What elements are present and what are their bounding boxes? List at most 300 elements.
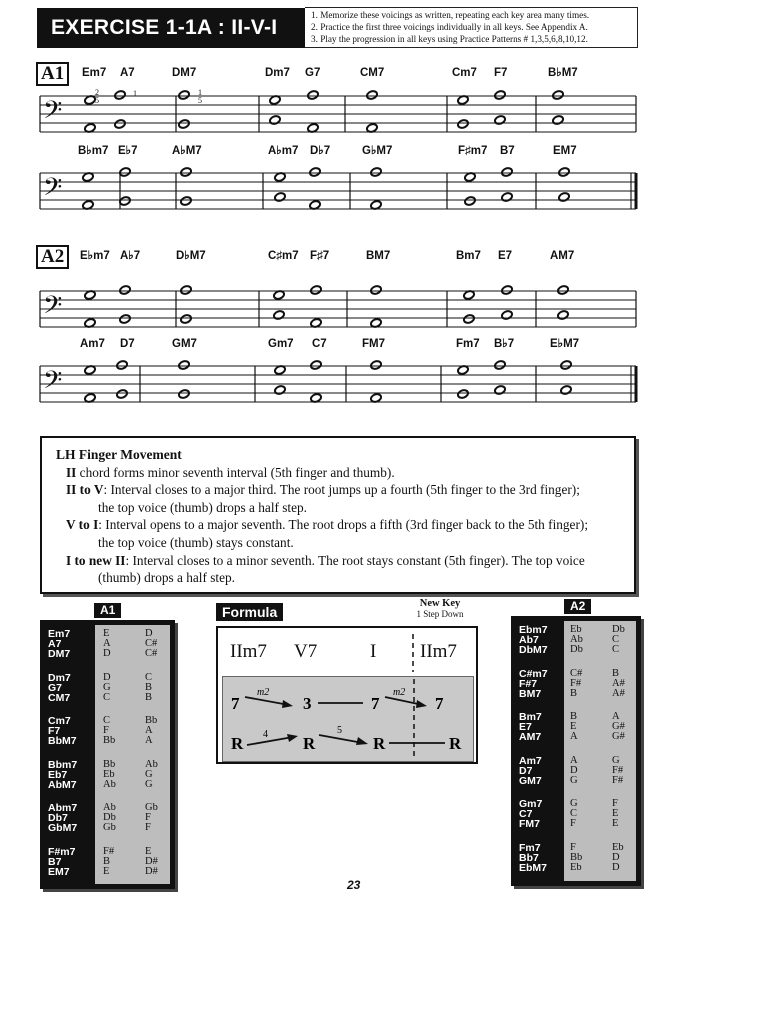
voicing-note: A#: [612, 687, 625, 699]
voicing-chord-name: Bm7: [519, 711, 542, 723]
note-head: [119, 167, 131, 177]
note-head: [560, 360, 572, 370]
voicing-chord-name: AM7: [519, 731, 542, 743]
note-head: [178, 119, 190, 129]
formula-tag: Formula: [216, 603, 283, 621]
formula-voice-lines: [222, 676, 474, 762]
voicing-note: Ab: [570, 634, 583, 645]
voicing-note: E: [570, 721, 577, 732]
voicing-chord-name: D7: [519, 764, 533, 777]
voicing-note: D: [145, 628, 153, 639]
voicing-chord-name: CM7: [48, 691, 71, 704]
voicing-note: D: [612, 851, 620, 863]
note-spacer: [312, 178, 318, 199]
note-spacer: [277, 376, 283, 384]
voicing-note: A#: [612, 677, 625, 689]
chord-symbol: D♭M7: [176, 250, 206, 262]
chord-symbol: Fm7: [456, 338, 480, 350]
voicing-note: F#: [103, 845, 115, 857]
voicing-table-a2-notes: [564, 621, 636, 881]
chord-symbol: G7: [305, 67, 321, 79]
voicing-note: B: [570, 711, 578, 722]
note-head: [560, 385, 572, 395]
voicing-low-notes: [103, 803, 116, 833]
note-head: [116, 360, 128, 370]
voicing-note: Eb: [103, 768, 115, 780]
chord-symbol: E♭7: [118, 145, 138, 157]
voicing-chord-name: F#7: [519, 677, 538, 690]
voicing-table-a2: [511, 616, 641, 886]
bass-clef-icon: 𝄢: [43, 96, 63, 131]
voicing-note: G#: [612, 721, 625, 732]
instruction-2: 2. Practice the first three voicings individually in all keys. See Appendix A.: [311, 22, 588, 32]
note-spacer: [504, 296, 510, 309]
chord-symbol: CM7: [360, 67, 385, 79]
chord-symbol: DM7: [172, 67, 197, 79]
voicing-note: F: [103, 725, 109, 736]
voicing-note: Gb: [103, 822, 116, 833]
voicing-note: Eb: [570, 861, 582, 873]
voicing-note: D#: [145, 865, 158, 877]
finger-line-3-cont: the top voice (thumb) stays constant.: [98, 534, 294, 550]
voicing-low-notes: [570, 625, 583, 655]
chord-symbol: Dm7: [265, 67, 290, 79]
bass-clef-icon: 𝄢: [43, 291, 63, 326]
table-a2-tag: A2: [564, 599, 591, 614]
voicing-chord-names: [519, 756, 542, 786]
formula-chord-row: [218, 628, 476, 674]
voicing-high-notes: [612, 756, 623, 786]
voicing-note: B: [612, 667, 620, 679]
voicing-chord-name: Dm7: [48, 671, 71, 684]
formula-row2-rc: R: [373, 734, 386, 753]
chord-symbol: AM7: [550, 250, 575, 262]
voicing-note: F: [570, 841, 576, 853]
note-head: [558, 192, 570, 202]
note-spacer: [466, 301, 472, 313]
chord-symbol: A♭M7: [172, 145, 202, 157]
note-head: [501, 285, 513, 295]
voicing-note: Ab: [103, 778, 116, 790]
note-head: [119, 314, 131, 324]
voicing-chord-name: C7: [519, 808, 533, 820]
voicing-note: Ab: [103, 802, 116, 813]
voicing-note: G: [570, 798, 578, 809]
section-label-a2: A2: [36, 245, 69, 269]
voicing-chord-name: EbM7: [519, 861, 548, 874]
voicing-chord-names: [519, 799, 542, 829]
voicing-note: E: [103, 628, 110, 639]
formula-interval-m2-b: m2: [393, 687, 406, 698]
note-spacer: [277, 183, 283, 191]
voicing-note: G#: [612, 731, 625, 742]
note-spacer: [119, 371, 125, 388]
voicing-note: E: [612, 818, 619, 829]
voicing-note: C#: [570, 667, 583, 679]
chord-symbol: F♯m7: [458, 145, 488, 157]
voicing-note: Bb: [570, 851, 583, 863]
formula-arrows: [223, 677, 473, 761]
voicing-chord-names: [519, 843, 547, 873]
voicing-chord-name: GM7: [519, 774, 542, 787]
voicing-chord-name: Fm7: [519, 841, 541, 854]
chord-symbol: A7: [120, 67, 135, 79]
voicing-note: C#: [145, 638, 158, 649]
voicing-chord-name: E7: [519, 721, 532, 733]
note-head: [310, 285, 322, 295]
note-head: [552, 90, 564, 100]
voicing-note: E: [145, 845, 152, 857]
voicing-note: C: [145, 671, 153, 683]
note-head: [494, 90, 506, 100]
voicing-table-a1: [40, 620, 175, 889]
note-head: [114, 119, 126, 129]
voicing-chord-name: G7: [48, 681, 63, 694]
formula-row2-rb: R: [303, 734, 316, 753]
note-head: [119, 196, 131, 206]
voicing-note: G: [103, 681, 111, 693]
voicing-chord-name: Ebm7: [519, 624, 548, 636]
voicing-chord-name: F7: [48, 725, 61, 737]
voicing-chord-name: Abm7: [48, 802, 78, 814]
voicing-note: Bb: [103, 735, 116, 746]
note-spacer: [313, 371, 319, 392]
voicing-low-notes: [570, 843, 582, 873]
chord-symbol: D7: [120, 338, 135, 350]
voicing-high-notes: [145, 629, 157, 659]
voicing-high-notes: [145, 760, 158, 790]
finger-movement-title: LH Finger Movement: [56, 447, 182, 462]
note-head: [501, 167, 513, 177]
voicing-chord-names: [48, 629, 70, 659]
voicing-note: A: [570, 754, 578, 766]
chord-symbol: B♭M7: [548, 67, 578, 79]
voicing-chord-name: EM7: [48, 865, 70, 878]
note-head: [269, 115, 281, 125]
voicing-note: E: [612, 808, 619, 819]
voicing-chord-names: [519, 712, 542, 742]
note-head: [180, 196, 192, 206]
note-head: [274, 192, 286, 202]
fingering-number: 5: [95, 96, 99, 105]
voicing-chord-name: Db7: [48, 812, 68, 824]
voicing-note: G: [570, 774, 578, 786]
voicing-chord-names: [519, 669, 548, 699]
instruction-1: 1. Memorize these voicings as written, repeating each key area many times.: [311, 10, 590, 20]
chord-symbol: B♭7: [494, 338, 515, 350]
note-head: [370, 285, 382, 295]
note-head: [552, 115, 564, 125]
new-key-label: [405, 599, 475, 619]
note-spacer: [497, 371, 503, 384]
formula-row1-3: 3: [303, 694, 312, 713]
fingering-number: 2: [95, 88, 99, 97]
voicing-note: D: [103, 671, 111, 683]
voicing-high-notes: [612, 669, 625, 699]
voicing-chord-names: [48, 803, 77, 833]
note-spacer: [460, 376, 466, 388]
voicing-note: F: [612, 798, 618, 809]
chord-symbol: E♭M7: [550, 338, 580, 350]
voicing-note: Ab: [145, 758, 158, 770]
voicing-chord-name: DbM7: [519, 644, 548, 656]
note-spacer: [117, 101, 123, 118]
section-label-a1: A1: [36, 62, 69, 86]
voicing-note: B: [570, 687, 578, 699]
note-spacer: [276, 301, 282, 309]
bass-clef-icon: 𝄢: [43, 366, 63, 401]
voicing-note: F: [145, 812, 151, 823]
instruction-3: 3. Play the progression in all keys using Practice Patterns # 1,3,5,6,8,10,12.: [311, 34, 588, 44]
chord-symbol: A♭7: [120, 250, 141, 262]
note-spacer: [122, 178, 128, 195]
voicing-table-a1-notes: [95, 625, 170, 884]
voicing-note: D: [612, 861, 620, 873]
chord-symbol: Bm7: [456, 250, 481, 262]
voicing-high-notes: [145, 716, 157, 746]
voicing-chord-names: [48, 760, 77, 790]
note-head: [557, 310, 569, 320]
voicing-table-a2-inner: [516, 621, 636, 881]
note-head: [178, 360, 190, 370]
formula-i: I: [370, 641, 377, 662]
voicing-note: C: [103, 715, 111, 726]
note-head: [557, 285, 569, 295]
note-head: [463, 314, 475, 324]
voicing-note: A: [103, 638, 111, 649]
finger-line-3: V to I: Interval opens to a major seventh. The root drops a fifth (3rd finger back to the 5th finger);: [66, 517, 589, 533]
voicing-note: Db: [103, 812, 116, 823]
formula-iim7: IIm7: [230, 641, 267, 662]
table-a1-tag: A1: [94, 603, 121, 618]
voicing-high-notes: [612, 712, 625, 742]
voicing-chord-name: Bb7: [519, 851, 539, 864]
voicing-chord-name: GbM7: [48, 822, 78, 834]
voicing-high-notes: [145, 673, 152, 703]
voicing-note: C: [612, 644, 620, 655]
chord-symbol: B7: [500, 145, 515, 157]
voicing-note: C: [103, 691, 111, 703]
voicing-chord-name: DM7: [48, 648, 71, 660]
voicing-note: Eb: [612, 841, 624, 853]
note-spacer: [313, 296, 319, 317]
voicing-high-notes: [612, 843, 624, 873]
note-head: [558, 167, 570, 177]
voicing-note: Db: [612, 624, 625, 635]
lh-finger-movement-box: [40, 436, 636, 594]
note-head: [501, 192, 513, 202]
voicing-table-a1-names: [45, 625, 95, 884]
voicing-chord-name: Eb7: [48, 768, 68, 781]
chord-symbol: F7: [494, 67, 508, 79]
voicing-low-notes: [103, 760, 116, 790]
voicing-note: A: [145, 725, 153, 736]
note-head: [119, 285, 131, 295]
formula-row2-rd: R: [449, 734, 462, 753]
voicing-high-notes: [145, 847, 158, 877]
note-head: [116, 389, 128, 399]
voicing-chord-name: B7: [48, 855, 62, 868]
note-head: [457, 119, 469, 129]
voicing-chord-name: Em7: [48, 628, 71, 640]
voicing-note: D: [570, 764, 578, 776]
voicing-note: C: [570, 808, 578, 819]
voicing-note: A: [145, 735, 153, 746]
note-head: [180, 285, 192, 295]
note-head: [180, 314, 192, 324]
voicing-chord-name: F#m7: [48, 845, 76, 858]
note-head: [457, 389, 469, 399]
note-head: [273, 310, 285, 320]
voicing-high-notes: [145, 803, 158, 833]
voicing-note: F: [145, 822, 151, 833]
note-spacer: [497, 101, 503, 114]
finger-line-1: II chord forms minor seventh interval (5th finger and thumb).: [66, 464, 395, 480]
note-spacer: [467, 183, 473, 195]
voicing-low-notes: [570, 712, 578, 742]
new-key-text: New Key: [419, 598, 461, 609]
note-head: [178, 389, 190, 399]
voicing-high-notes: [612, 799, 618, 829]
voicing-chord-name: Bbm7: [48, 758, 78, 771]
voicing-note: B: [103, 855, 111, 867]
note-spacer: [460, 106, 466, 118]
voicing-note: A: [612, 711, 620, 722]
note-head: [309, 167, 321, 177]
note-head: [494, 385, 506, 395]
formula-row1-7b: 7: [371, 694, 380, 713]
formula-interval-m2-a: m2: [257, 687, 270, 698]
chord-symbol: A♭m7: [268, 145, 299, 157]
chord-symbol: EM7: [553, 145, 577, 157]
voicing-chord-names: [519, 625, 548, 655]
fingering-number: 5: [198, 96, 202, 105]
note-head: [274, 385, 286, 395]
note-head: [370, 360, 382, 370]
note-head: [180, 167, 192, 177]
voicing-chord-name: C#m7: [519, 667, 548, 680]
voicing-note: E: [103, 865, 110, 877]
voicing-table-a1-inner: [45, 625, 170, 884]
voicing-note: G: [145, 778, 153, 790]
voicing-low-notes: [570, 669, 582, 699]
note-spacer: [122, 296, 128, 313]
formula-interval-4: 4: [263, 729, 268, 740]
voicing-low-notes: [570, 799, 578, 829]
voicing-chord-name: Am7: [519, 754, 542, 767]
voicing-note: Bb: [145, 715, 158, 726]
chord-symbol: Gm7: [268, 338, 294, 350]
exercise-title: EXERCISE 1-1A : II-V-I: [37, 8, 305, 48]
note-spacer: [504, 178, 510, 191]
chord-symbol: E7: [498, 250, 513, 262]
chord-symbol: GM7: [172, 338, 197, 350]
voicing-chord-names: [48, 847, 75, 877]
voicing-chord-name: Ab7: [519, 634, 539, 646]
voicing-chord-name: Cm7: [48, 715, 71, 727]
chord-symbol: Em7: [82, 67, 107, 79]
note-head: [310, 360, 322, 370]
voicing-note: D#: [145, 855, 158, 867]
note-spacer: [272, 106, 278, 114]
chord-symbol: B♭m7: [78, 145, 109, 157]
voicing-note: F: [570, 818, 576, 829]
note-spacer: [310, 101, 316, 122]
voicing-low-notes: [103, 629, 111, 659]
voicing-table-a2-names: [516, 621, 564, 881]
note-head: [464, 196, 476, 206]
finger-line-4: I to new II: Interval closes to a minor seventh. The root stays constant (5th finger). The top voice: [66, 552, 585, 568]
formula-interval-5: 5: [337, 725, 342, 736]
chord-symbol: F♯7: [310, 250, 330, 262]
voicing-note: B: [145, 681, 153, 693]
voicing-high-notes: [612, 625, 625, 655]
chord-symbol: C7: [312, 338, 327, 350]
note-head: [494, 115, 506, 125]
chord-symbol: D♭7: [310, 145, 331, 157]
voicing-note: F#: [612, 774, 624, 786]
finger-line-2: II to V: Interval closes to a major third. The root jumps up a fourth (5th finger to the 3rd finger);: [66, 482, 580, 498]
note-head: [307, 90, 319, 100]
voicing-chord-name: Gm7: [519, 798, 543, 810]
chord-symbol: Cm7: [452, 67, 477, 79]
voicing-chord-name: AbM7: [48, 778, 77, 791]
voicing-note: C#: [145, 648, 158, 659]
voicing-chord-name: BM7: [519, 687, 542, 700]
note-head: [366, 90, 378, 100]
formula-dashed-divider-top: [218, 628, 476, 674]
finger-line-2-cont: the top voice (thumb) drops a half step.: [98, 499, 308, 515]
note-head: [114, 90, 126, 100]
bass-clef-icon: 𝄢: [43, 173, 63, 208]
step-down-text: 1 Step Down: [416, 609, 464, 619]
voicing-note: Db: [570, 644, 583, 655]
voicing-note: A: [570, 731, 578, 742]
voicing-note: Bb: [103, 758, 116, 770]
voicing-note: B: [145, 691, 153, 703]
voicing-note: C: [612, 634, 620, 645]
voicing-low-notes: [103, 847, 114, 877]
chord-symbol: E♭m7: [80, 250, 110, 262]
voicing-note: G: [612, 754, 620, 766]
voicing-note: F#: [570, 677, 582, 689]
voicing-chord-names: [48, 673, 71, 703]
formula-row1-7a: 7: [231, 694, 240, 713]
chord-symbol: C♯m7: [268, 250, 299, 262]
voicing-low-notes: [103, 673, 111, 703]
voicing-low-notes: [103, 716, 115, 746]
formula-diagram: [216, 626, 478, 764]
note-head: [501, 310, 513, 320]
finger-line-4-cont: (thumb) drops a half step.: [98, 570, 236, 586]
page-number: 23: [347, 878, 361, 892]
formula-v7: V7: [294, 641, 318, 662]
note-head: [494, 360, 506, 370]
voicing-note: Eb: [570, 624, 582, 635]
fingering-number: 1: [198, 88, 202, 97]
voicing-chord-names: [48, 716, 77, 746]
voicing-note: G: [145, 768, 153, 780]
formula-row2-ra: R: [231, 734, 244, 753]
music-notation: [0, 0, 768, 430]
note-head: [178, 90, 190, 100]
chord-symbol: FM7: [362, 338, 385, 350]
formula-row1-7c: 7: [435, 694, 444, 713]
fingering-number: 1: [133, 89, 137, 98]
note-head: [370, 167, 382, 177]
voicing-low-notes: [570, 756, 578, 786]
voicing-note: Gb: [145, 802, 158, 813]
